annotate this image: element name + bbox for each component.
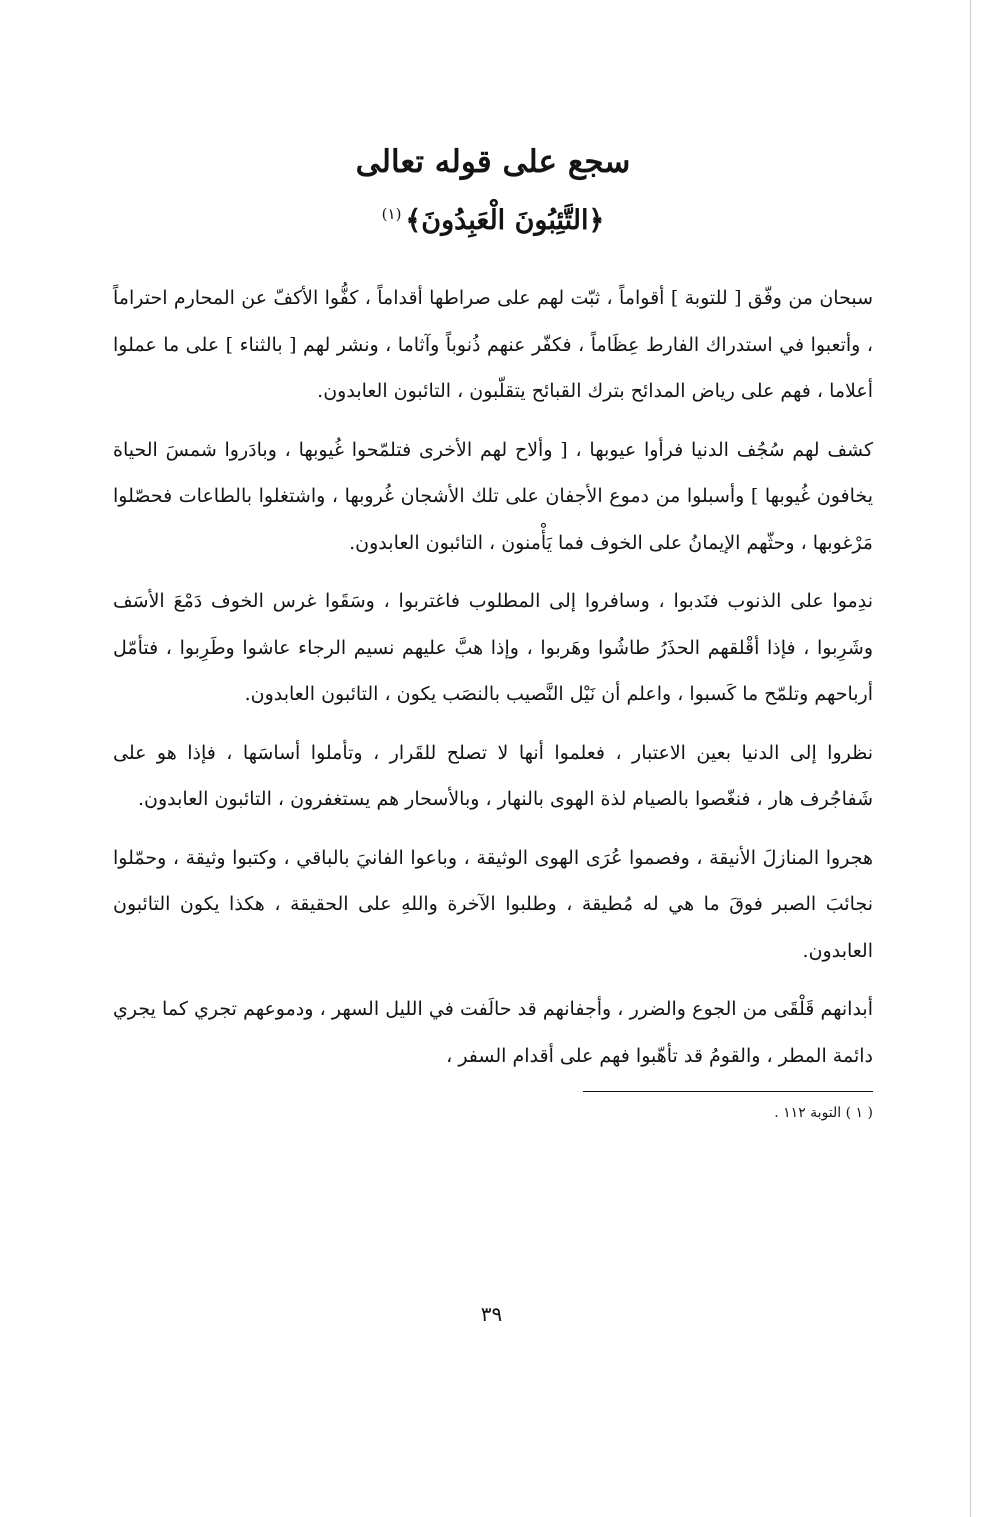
paragraph-5: هجروا المنازلَ الأنيقة ، وفصموا عُرَى الهوى الوثيقة ، وباعوا الفانيَ بالباقي ، وكتبوا وثيقة ، وحمّلوا نجائبَ الصبر فوقَ ما هي له مُطيقة ، وطلبوا الآخرة واللهِ على الحقيقة ، هكذا يكون التائبون العابدون.	[113, 846, 873, 962]
verse-text: ﴿التَّئِبُونَ الْعَبِدُونَ﴾	[405, 205, 605, 236]
paragraph-2: كشف لهم سُجُف الدنيا فرأوا عيوبها ، [ وألاح لهم الأخرى فتلمّحوا غُيوبها ، وبادَروا شمسَ الحياة يخافون غُيوبها ] وأسبلوا من دموع الأجفان على تلك الأشجان غُروبها ، واشتغلوا بالطاعات فحصّلوا مَرْغوبها ، وحثّهم الإيمانُ على الخوف فما يَأْمنون ، التائبون العابدون.	[113, 438, 873, 554]
footnote-separator	[583, 1091, 873, 1092]
footnote: ( ١ ) التوبة ١١٢ .	[774, 1105, 873, 1121]
chapter-title: سجع على قوله تعالى	[355, 144, 631, 180]
body-text	[113, 275, 873, 1079]
paragraph-4: نظروا إلى الدنيا بعين الاعتبار ، فعلموا أنها لا تصلح للقَرار ، وتأملوا أساسَها ، فإذا هو على شَفاجُرف هار ، فنغّصوا بالصيام لذة الهوى بالنهار ، وبالأسحار هم يستغفرون ، التائبون العابدون.	[113, 741, 873, 810]
book-page	[113, 140, 873, 1124]
scan-edge-line	[970, 0, 971, 1517]
footnote-reference: (١)	[381, 205, 402, 223]
paragraph-1: سبحان من وفّق [ للتوبة ] أقواماً ، ثبّت لهم على صراطها أقداماً ، كفُّوا الأكفّ عن المحارم احتراماً ، وأتعبوا في استدراك الفارط عِظَاماً ، فكفّر عنهم ذُنوباً وآثاما ، ونشر لهم [ بالثناء ] على ما عملوا أعلاما ، فهم على رياض المدائح بترك القبائح يتقلّبون ، التائبون العابدون.	[113, 287, 873, 402]
paragraph-3: ندِموا على الذنوب فنَدبوا ، وسافروا إلى المطلوب فاغتربوا ، وسَقَوا غرس الخوف دَمْعَ الأسَف وشَرِبوا ، فإذا أقْلقهم الحذَرُ طاشُوا وهَربوا ، وإذا هبَّ عليهم نسيم الرجاء عاشوا وطَرِبوا ، فتأمّل أرباحهم وتلمّح ما كَسبوا ، واعلم أن نَيْل النَّصيب بالنصَب يكون ، التائبون العابدون.	[113, 590, 873, 705]
page-number: ٣٩	[480, 1302, 503, 1326]
quranic-verse-heading	[113, 194, 873, 241]
paragraph-6: أبدانهم قَلْقَى من الجوع والضرر ، وأجفانهم قد حالَفت في الليل السهر ، ودموعهم تجري كما يجري دائمة المطر ، والقومُ قد تأهّبوا فهم على أقدام السفر ،	[113, 998, 873, 1067]
